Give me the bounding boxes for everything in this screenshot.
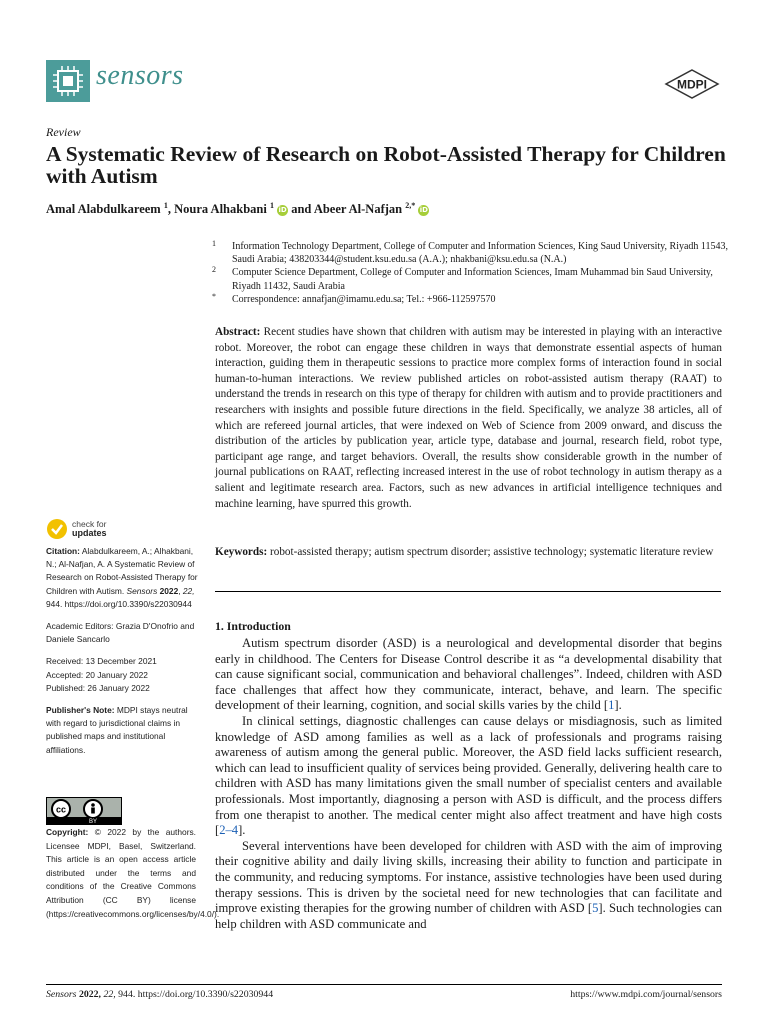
author-name: Noura Alhakbani bbox=[174, 202, 267, 217]
affiliation: * Correspondence: annafjan@imamu.edu.sa; Tel.: +966-112597570 bbox=[212, 291, 496, 305]
paragraph: Several interventions have been developed for children with ASD with the aim of improving their cognitive ability and daily living skills, increasing their ability to function and participate in the community, and reducing symptoms. For instance, assistive technologies have been used during therapy sessions. This is driven by the societal need for new technologies that can facilitate and improve existing therapies for the growing number of children with ASD [5]. Such technologies can help children with ASD communicate and bbox=[215, 838, 722, 931]
affiliation: 2 Computer Science Department, College of Computer and Information Sciences, Imam Muhammad bin Saud University, Riyadh 11432, Saudi Arabia bbox=[212, 265, 713, 292]
footer-divider bbox=[46, 984, 722, 985]
check-icon bbox=[46, 518, 68, 540]
abstract-text: Recent studies have shown that children with autism may be interested in playing with an interactive robot. Moreover, the robot can engage these children in ways that demonstrate essential aspects of human interaction, guiding them in therapeutic sessions to practice more complex forms of interaction found in social human-to-human interactions. We review published articles on robot-assisted autism therapy (RAAT) to understand the trends in research on this type of therapy for children with autism and to provide practitioners and researchers with insights and possible future directions in the field. Specifically, we analyze 38 articles, all of which are refereed journal articles, that were indexed on Web of Science from 2009 onward, and discuss the distribution of the articles by publication year, article type, database and journal, research field, robot type, participant age range, and target behaviors. Overall, the results show considerable growth in the number of journal publications on RAAT, reflecting increased interest in the use of robot technology in autism therapy as a salient and legitimate research area. Factors, such as new advances in artificial intelligence techniques and machine learning, have spurred this growth. bbox=[215, 326, 723, 510]
publisher-note: Publisher's Note: MDPI stays neutral with regard to jurisdictional claims in published maps and institutional affiliations. bbox=[46, 705, 188, 755]
paragraph: In clinical settings, diagnostic challenges can cause delays or misdiagnosis, such as limited knowledge of ASD among families as well as a lack of professionals and programs raising awareness of autism among the general public. Moreover, the ASD field lacks sufficient research, which can lead to insufficient quality of services being provided. Generally, delivering health care to children with ASD has many limitations given the small number of specialist centers and available professionals. Most importantly, diagnosing a person with ASD is difficult, and the process differs from one therapist to another. The medical center might also affect treatment and have high costs [2–4]. bbox=[215, 713, 722, 838]
author-name: Amal Alabdulkareem bbox=[46, 202, 161, 217]
citation-block: Citation: Alabdulkareem, A.; Alhakbani, N.; Al-Nafjan, A. A Systematic Review of Research on Robot-Assisted Therapy for Children with Autism. Sensors 2022, 22, 944. https://doi.org/10.3390/s22030944 bbox=[46, 546, 198, 609]
journal-name: sensors bbox=[96, 60, 184, 91]
check-for-updates-button[interactable]: check for updates bbox=[46, 518, 107, 540]
copyright-notice: Copyright: © 2022 by the authors. Licensee MDPI, Basel, Switzerland. This article is an open access article distributed under the terms and conditions of the Creative Commons Attribution (CC BY) license (https://creativecommons.org/licenses/by/4.0/). bbox=[46, 827, 220, 919]
body-text bbox=[215, 636, 722, 932]
divider bbox=[215, 591, 721, 592]
citation-link[interactable]: 1 bbox=[608, 698, 615, 713]
section-heading: 1. Introduction bbox=[215, 619, 291, 633]
citation-link[interactable]: 2–4 bbox=[219, 823, 239, 838]
author-aff: 2,* bbox=[405, 201, 416, 210]
academic-editors: Academic Editors: Grazia D'Onofrio and Daniele Sancarlo bbox=[46, 621, 195, 645]
citation-link[interactable]: 5 bbox=[592, 901, 599, 916]
mdpi-logo bbox=[664, 69, 720, 104]
author-aff: 1 bbox=[163, 201, 168, 210]
dates: Received: 13 December 2021 Accepted: 20 January 2022 Published: 26 January 2022 bbox=[46, 656, 157, 693]
footer-citation: Sensors 2022, 22, 944. https://doi.org/10.3390/s22030944 bbox=[46, 989, 274, 1000]
keywords-text: robot-assisted therapy; autism spectrum disorder; assistive technology; systematic literature review bbox=[270, 546, 714, 558]
author-aff: 1 bbox=[269, 201, 274, 210]
keywords-label: Keywords: bbox=[215, 546, 268, 558]
paragraph: Autism spectrum disorder (ASD) is a neurological and developmental disorder that begins early in childhood. The Centers for Disease Control describe it as “a developmental disability that can cause significant social, communication and behavioral challenges”. Indeed, children with ASD face challenges that affect how they communicate, interact, behave, and learn. The specific development of their learning, cognition, and social skills varies by the child [1]. bbox=[215, 636, 722, 713]
footer-journal-link[interactable]: https://www.mdpi.com/journal/sensors bbox=[570, 989, 722, 1000]
cc-by-label: BY bbox=[88, 819, 98, 824]
orcid-icon[interactable]: iD bbox=[278, 206, 287, 215]
abstract-label: Abstract: bbox=[215, 326, 261, 338]
affiliations bbox=[212, 240, 732, 306]
article-type: Review bbox=[46, 125, 81, 139]
author-name: Abeer Al-Nafjan bbox=[313, 202, 403, 217]
orcid-icon[interactable]: iD bbox=[419, 206, 428, 215]
keywords bbox=[215, 545, 722, 561]
journal-logo-icon bbox=[46, 60, 90, 102]
svg-text:cc: cc bbox=[55, 804, 67, 815]
abstract bbox=[215, 325, 722, 512]
mdpi-logo-text: MDPI bbox=[677, 77, 707, 92]
page-title: A Systematic Review of Research on Robot-Assisted Therapy for Children with Autism bbox=[46, 142, 726, 188]
sidebar-info bbox=[46, 545, 201, 766]
author-list: Amal Alabdulkareem $^1$, Noura Alhakbani $^1$ iD and Abeer Al-Nafjan $^{2,*}$ iD bbox=[46, 201, 428, 217]
cc-by-license-icon[interactable] bbox=[46, 797, 122, 825]
affiliation: 1 Information Technology Department, College of Computer and Information Sciences, King Saud University, Riyadh 11543, Saudi Arabia; 438203344@student.ksu.edu.sa (A.A.); nhakbani@ksu.edu.sa (N.A.) bbox=[212, 239, 729, 266]
